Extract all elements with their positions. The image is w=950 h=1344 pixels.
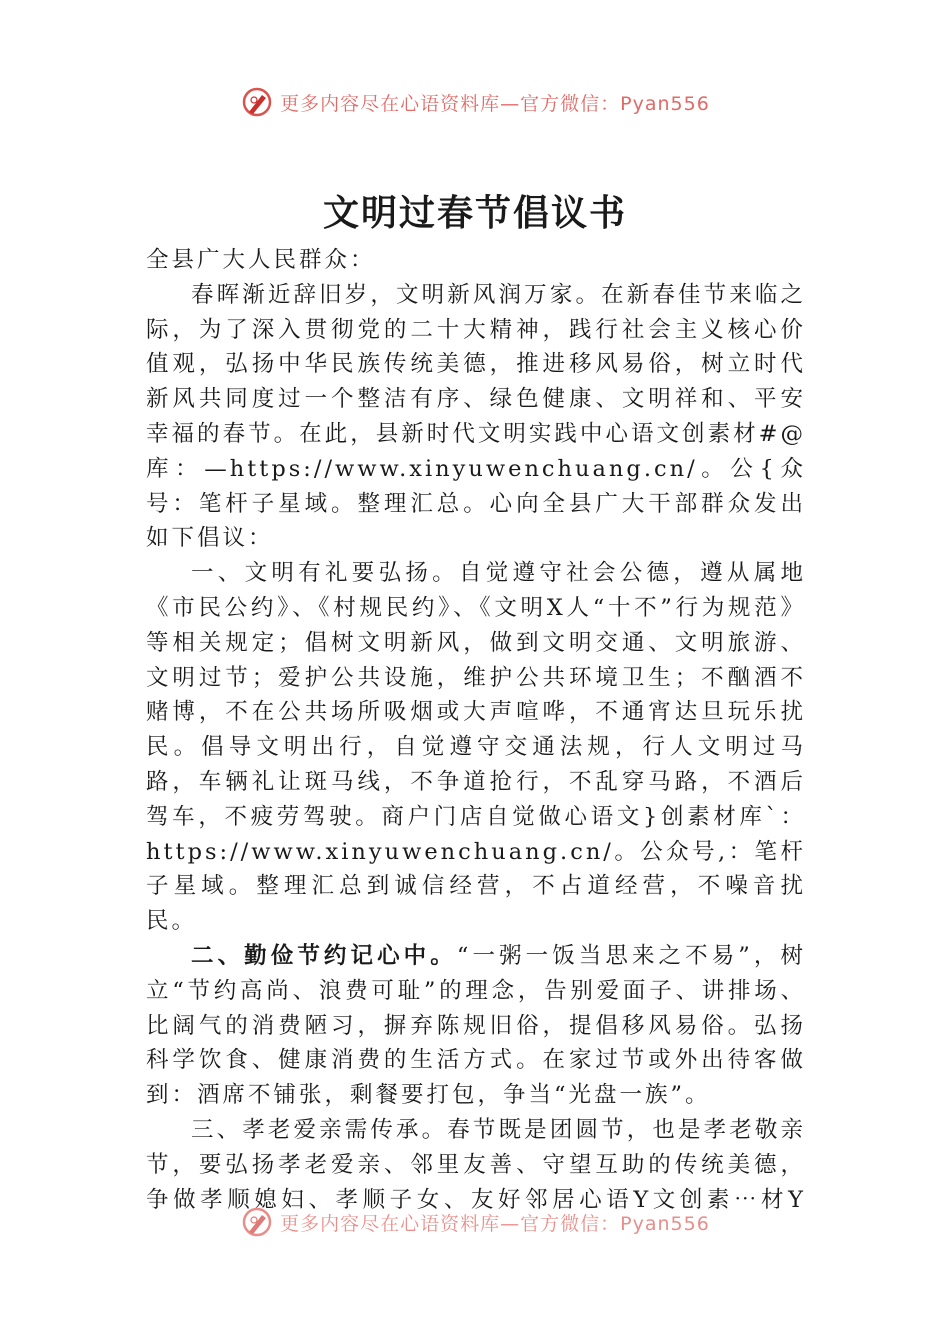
- paragraph-text: “一粥一饭当思来之不易”，树立“节约高尚、浪费可耻”的理念，告别爱面子、讲排场、比阔气的消费陋习，摒弃陈规旧俗，提倡移风易俗。弘扬科学饮食、健康消费的生活方式。在家过节或外出待客做到：酒席不铺张，剩餐要打包，争当“光盘一族”。: [146, 942, 806, 1109]
- watermark-text: 更多内容尽在心语资料库—官方微信：Pyan556: [280, 1212, 710, 1235]
- fountain-pen-circle-icon: [240, 85, 274, 119]
- paragraph-text: 一、文明有礼要弘扬。自觉遵守社会公德，遵从属地《市民公约》、《村规民约》、《文明X人“十不”行为规范》等相关规定；倡树文明新风，做到文明交通、文明旅游、文明过节；爱护公共设施，维护公共环境卫生；不酗酒不赌博，不在公共场所吸烟或大声喧哗，不通宵达旦玩乐扰民。倡导文明出行，自觉遵守交通法规，行人文明过马路，车辆礼让斑马线，不争道抢行，不乱穿马路，不酒后驾车，不疲劳驾驶。商户门店自觉做心语文}创素材库`：https://www.xinyuwenchuang.cn/。公众号,：笔杆子星域。整理汇总到诚信经营，不占道经营，不噪音扰民。: [146, 560, 806, 935]
- paragraph-frugality: [146, 939, 806, 1113]
- watermark-banner-bottom: [0, 1202, 950, 1242]
- paragraph-intro: [146, 278, 806, 556]
- document-title: 文明过春节倡议书: [322, 192, 627, 234]
- watermark-banner-top: [0, 82, 950, 122]
- document-body: [146, 243, 806, 1218]
- salutation: 全县广大人民群众：: [146, 247, 376, 273]
- paragraph-text: 三、孝老爱亲需传承。春节既是团圆节，也是孝老敬亲节，要弘扬孝老爱亲、邻里友善、守望互助的传统美德，争做孝顺媳妇、孝顺子女、友好邻居心语Y文创素⋯材Y: [146, 1116, 806, 1213]
- paragraph-text: 春晖渐近辞旧岁，文明新风润万家。在新春佳节来临之际，为了深入贯彻党的二十大精神，践行社会主义核心价值观，弘扬中华民族传统美德，推进移风易俗，树立时代新风共同度过一个整洁有序、绿色健康、文明祥和、平安幸福的春节。在此，县新时代文明实践中心语文创素材#@库：—https://www.xinyuwenchuang.cn/。公{众号：笔杆子星域。整理汇总。心向全县广大干部群众发出如下倡议：: [146, 281, 806, 552]
- watermark-text: 更多内容尽在心语资料库—官方微信：Pyan556: [280, 92, 710, 115]
- fountain-pen-circle-icon: [240, 1205, 274, 1239]
- paragraph-civility: [146, 556, 806, 939]
- paragraph-heading: 二、勤俭节约记心中。: [191, 942, 457, 969]
